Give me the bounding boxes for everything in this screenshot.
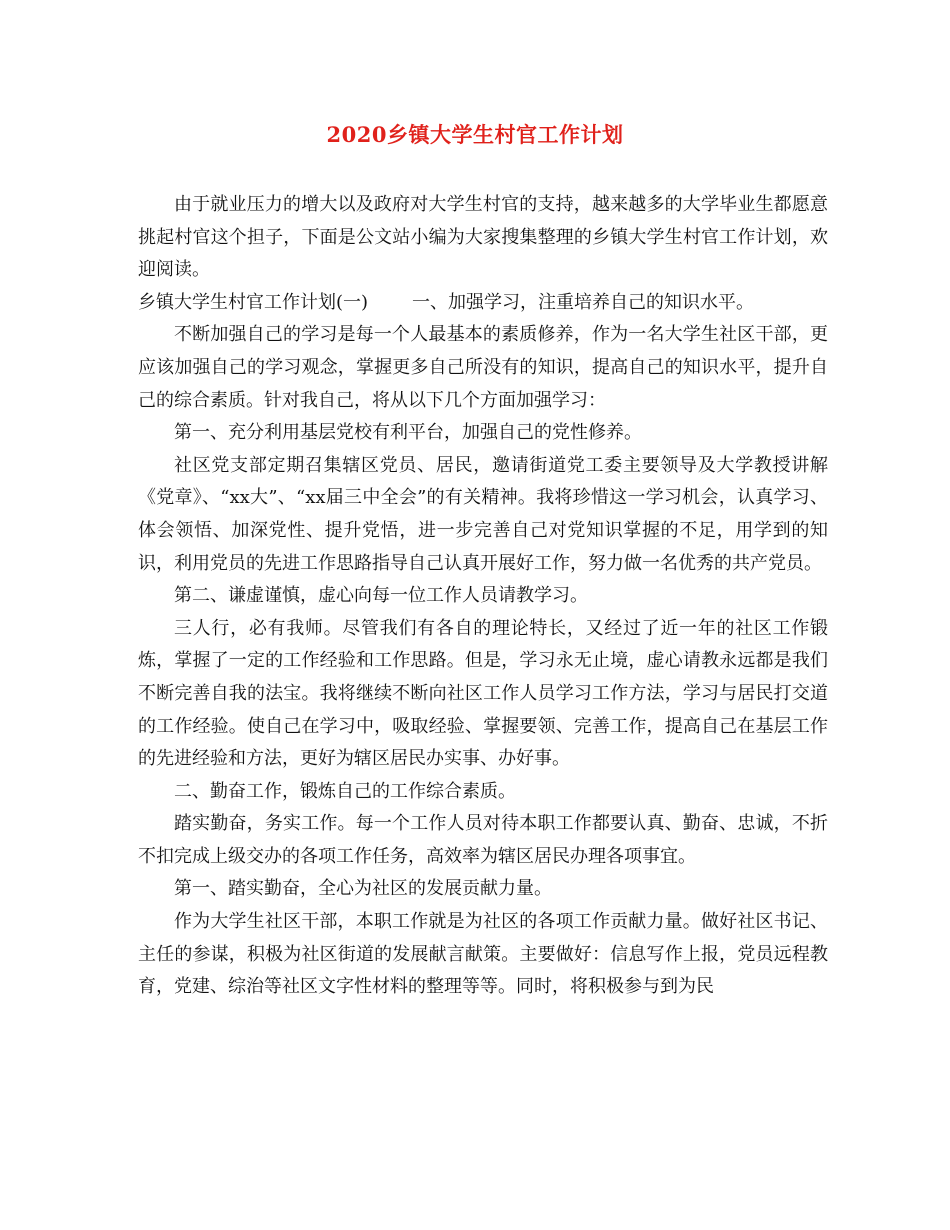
paragraph: 踏实勤奋，务实工作。每一个工作人员对待本职工作都要认真、勤奋、忠诚，不折不扣完成上级交办的各项工作任务，高效率为辖区居民办理各项事宜。	[138, 813, 828, 867]
paragraph: 作为大学生社区干部，本职工作就是为社区的各项工作贡献力量。做好社区书记、主任的参谋，积极为社区街道的发展献言献策。主要做好：信息写作上报，党员远程教育，党建、综治等社区文字性材料的整理等等。同时，将积极参与到为民	[138, 911, 828, 998]
document-body	[138, 189, 828, 1004]
section-heading: 乡镇大学生村官工作计划(一)	[138, 291, 369, 313]
paragraph-intro: 由于就业压力的增大以及政府对大学生村官的支持，越来越多的大学毕业生都愿意挑起村官这个担子，下面是公文站小编为大家搜集整理的乡镇大学生村官工作计划，欢迎阅读。	[138, 194, 828, 281]
paragraph: 第二、谦虚谨慎，虚心向每一位工作人员请教学习。	[174, 585, 588, 607]
section-subheading: 一、加强学习，注重培养自己的知识水平。	[412, 291, 755, 313]
paragraph: 二、勤奋工作，锻炼自己的工作综合素质。	[174, 780, 516, 802]
paragraph: 社区党支部定期召集辖区党员、居民，邀请街道党工委主要领导及大学教授讲解《党章》、“xx大”、“xx届三中全会”的有关精神。我将珍惜这一学习机会，认真学习、体会领悟、加深党性、提升党悟，进一步完善自己对党知识掌握的不足，用学到的知识，利用党员的先进工作思路指导自己认真开展好工作，努力做一名优秀的共产党员。	[138, 454, 828, 574]
paragraph: 第一、踏实勤奋，全心为社区的发展贡献力量。	[174, 878, 552, 900]
document-title: 2020乡镇大学生村官工作计划	[326, 122, 624, 147]
section-heading-line	[138, 287, 828, 320]
paragraph: 不断加强自己的学习是每一个人最基本的素质修养，作为一名大学生社区干部，更应该加强自己的学习观念，掌握更多自己所没有的知识，提高自己的知识水平，提升自己的综合素质。针对我自己，将从以下几个方面加强学习：	[138, 324, 828, 411]
paragraph: 三人行，必有我师。尽管我们有各自的理论特长，又经过了近一年的社区工作锻炼，掌握了一定的工作经验和工作思路。但是，学习永无止境，虚心请教永远都是我们不断完善自我的法宝。我将继续不断向社区工作人员学习工作方法，学习与居民打交道的工作经验。使自己在学习中，吸取经验、掌握要领、完善工作，提高自己在基层工作的先进经验和方法，更好为辖区居民办实事、办好事。	[138, 617, 828, 770]
paragraph: 第一、充分利用基层党校有利平台，加强自己的党性修养。	[174, 422, 642, 444]
